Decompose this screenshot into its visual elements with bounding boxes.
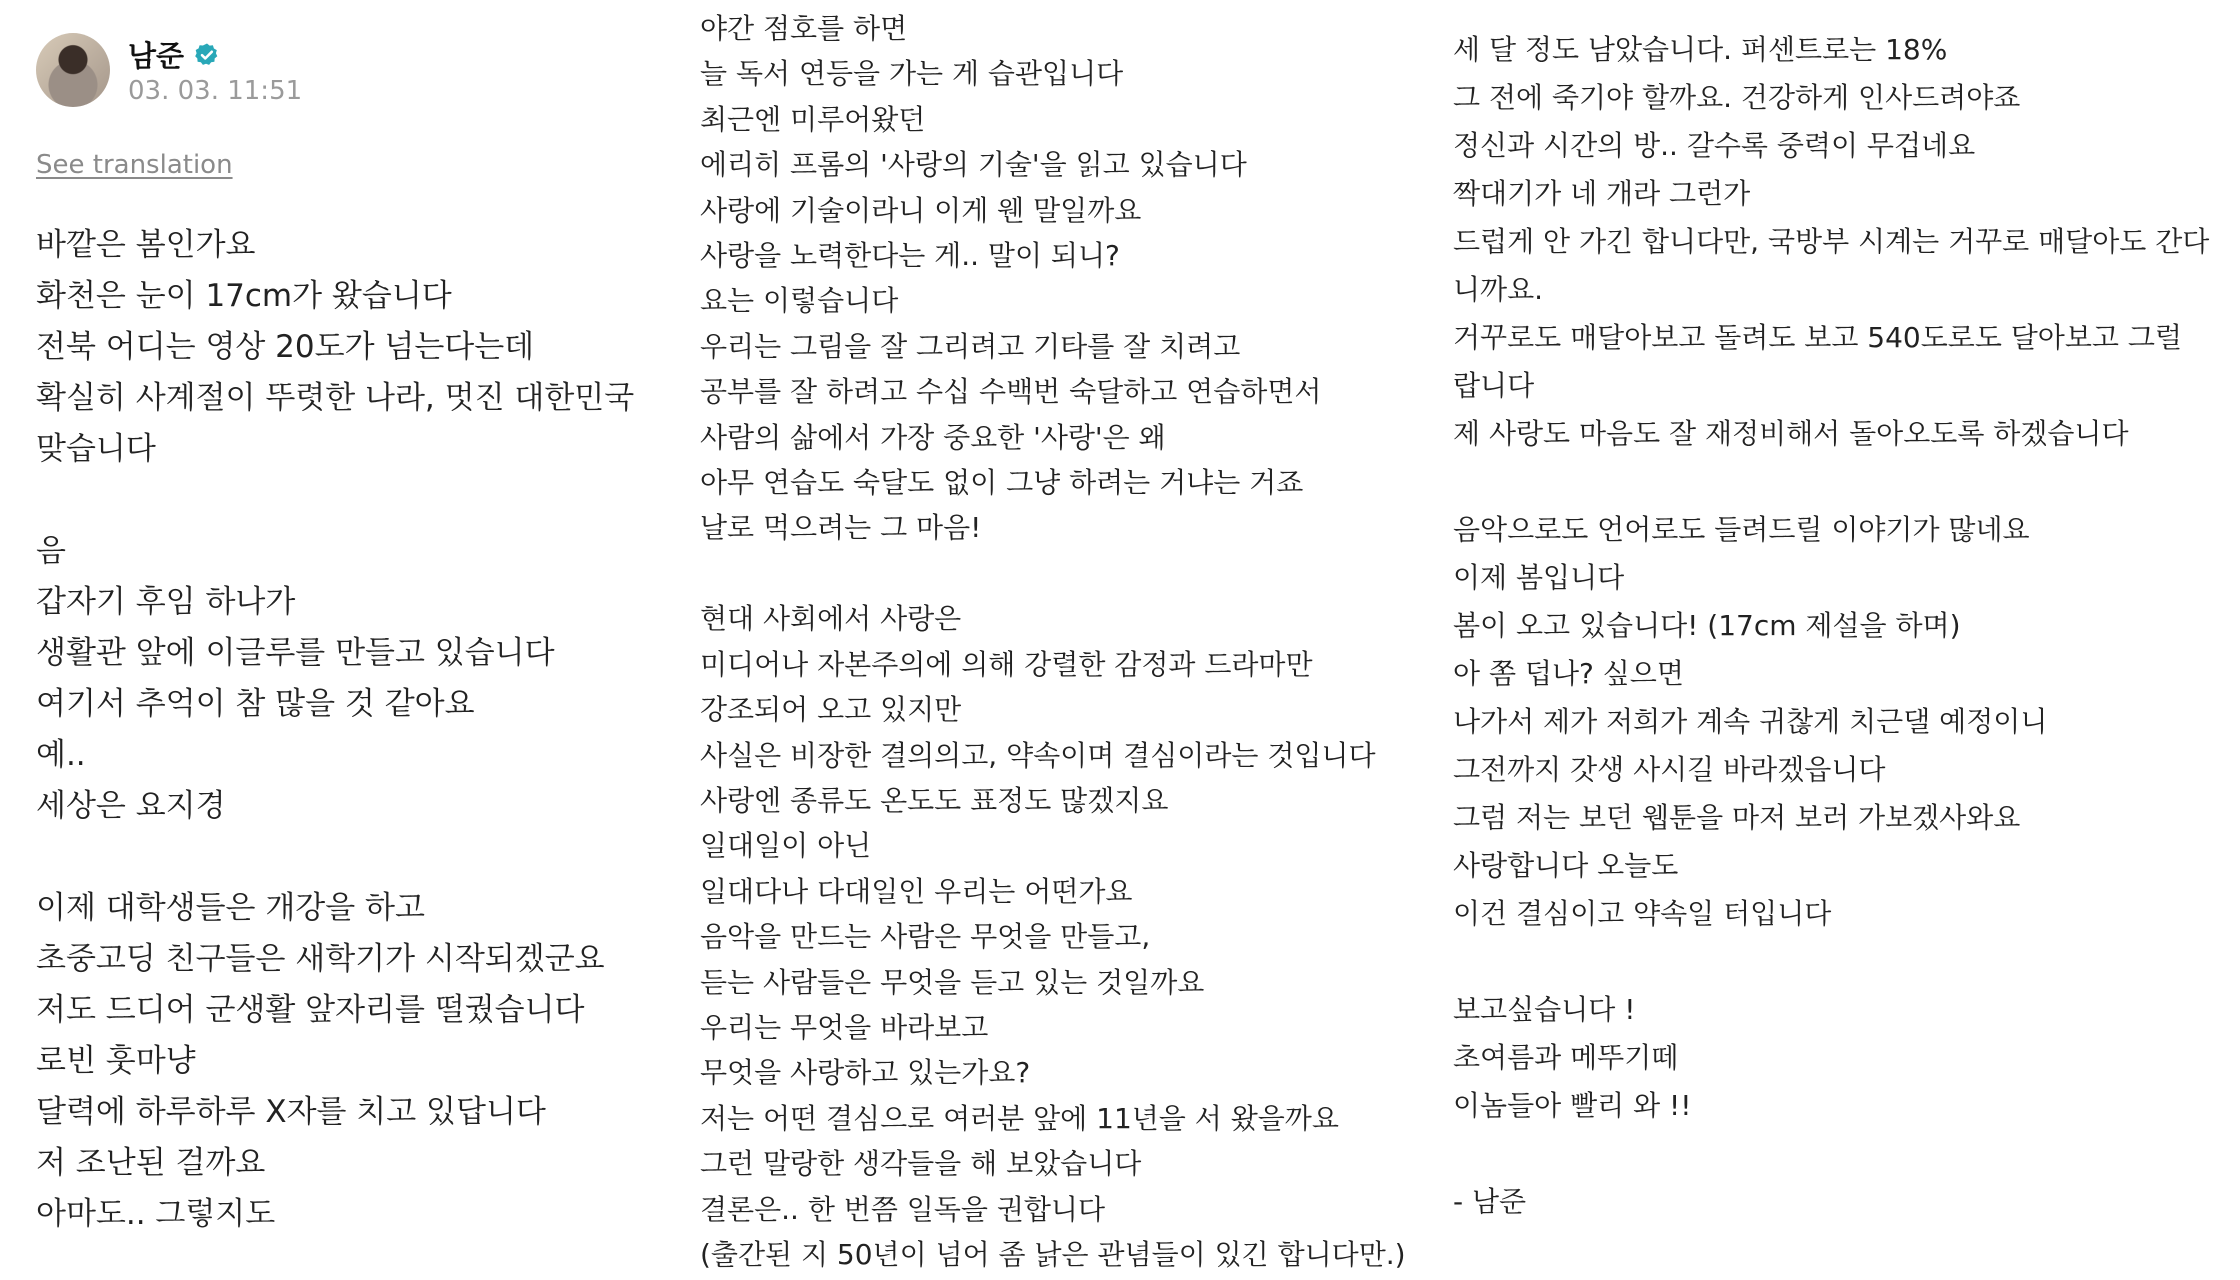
text-line: 예..	[36, 737, 86, 773]
text-line: 요는 이렇습니다	[700, 284, 899, 318]
text-line: 갑자기 후임 하나가	[36, 584, 296, 620]
text-line: 화천은 눈이 17cm가 왔습니다	[36, 278, 452, 314]
text-line: 제 사랑도 마음도 잘 재정비해서 돌아오도록 하겠습니다	[1453, 417, 2129, 450]
post-body-column-1	[36, 220, 634, 1240]
text-line: 아 쫌 덥나? 싶으면	[1453, 657, 1684, 690]
verified-badge-icon	[194, 42, 220, 68]
text-line: 봄이 오고 있습니다! (17cm 제설을 하며)	[1453, 609, 1961, 642]
text-line: 거꾸로도 매달아보고 돌려도 보고 540도로도 달아보고 그럴	[1453, 321, 2182, 354]
text-line: 야간 점호를 하면	[700, 12, 908, 45]
text-line: 결론은.. 한 번쯤 일독을 권합니다	[700, 1192, 1106, 1226]
text-line: 여기서 추억이 참 많을 것 같아요	[36, 686, 475, 722]
text-line: 음악으로도 언어로도 들려드릴 이야기가 많네요	[1453, 513, 2030, 546]
text-line: 드럽게 안 가긴 합니다만, 국방부 시계는 거꾸로 매달아도 간다	[1453, 225, 2210, 258]
text-line: 음악을 만드는 사람은 무엇을 만들고,	[700, 920, 1151, 954]
text-line: 로빈 훗마냥	[36, 1043, 196, 1079]
text-line: 그런 말랑한 생각들을 해 보았습니다	[700, 1147, 1142, 1181]
post-body-column-3	[1453, 26, 2209, 1226]
author-row	[128, 34, 220, 75]
text-line: 그 전에 죽기야 할까요. 건강하게 인사드려야죠	[1453, 81, 2021, 114]
text-line: 우리는 무엇을 바라보고	[700, 1010, 989, 1044]
text-line: 듣는 사람들은 무엇을 듣고 있는 것일까요	[700, 965, 1205, 999]
post-body-column-2	[700, 6, 1406, 1277]
text-line: 달력에 하루하루 X자를 치고 있답니다	[36, 1094, 546, 1130]
text-line: 생활관 앞에 이글루를 만들고 있습니다	[36, 635, 555, 671]
text-line: - 남준	[1453, 1185, 1527, 1218]
text-line: 전북 어디는 영상 20도가 넘는다는데	[36, 329, 535, 365]
text-line: 아마도.. 그렇지도	[36, 1196, 276, 1232]
text-line: 일대일이 아닌	[700, 829, 872, 863]
text-line: 늘 독서 연등을 가는 게 습관입니다	[700, 57, 1124, 91]
text-line: 현대 사회에서 사랑은	[700, 602, 962, 636]
text-line: 정신과 시간의 방.. 갈수록 중력이 무겁네요	[1453, 129, 1976, 162]
text-line: 이건 결심이고 약속일 터입니다	[1453, 897, 1832, 930]
text-line: 사실은 비장한 결의의고, 약속이며 결심이라는 것입니다	[700, 738, 1376, 772]
text-line: 사랑합니다 오늘도	[1453, 849, 1679, 882]
text-line: 보고싶습니다 !	[1453, 993, 1636, 1026]
text-line: 사람의 삶에서 가장 중요한 '사랑'은 왜	[700, 420, 1166, 454]
text-line: 초여름과 메뚜기떼	[1453, 1041, 1679, 1074]
text-line: 그전까지 갓생 사시길 바라겠읍니다	[1453, 753, 1886, 786]
text-line: 일대다나 다대일인 우리는 어떤가요	[700, 874, 1133, 908]
text-line: 저 조난된 걸까요	[36, 1145, 266, 1181]
text-line: 저는 어떤 결심으로 여러분 앞에 11년을 서 왔을까요	[700, 1101, 1339, 1135]
see-translation-link[interactable]: See translation	[36, 150, 233, 180]
text-line: 저도 드디어 군생활 앞자리를 떨궜습니다	[36, 992, 585, 1028]
text-line: 바깥은 봄인가요	[36, 227, 256, 263]
text-line: 에리히 프롬의 '사랑의 기술'을 읽고 있습니다	[700, 148, 1247, 182]
text-line: 사랑을 노력한다는 게.. 말이 되니?	[700, 239, 1120, 273]
avatar[interactable]	[36, 33, 110, 107]
text-line: 나가서 제가 저희가 계속 귀찮게 치근댈 예정이니	[1453, 705, 2048, 738]
text-line: 사랑엔 종류도 온도도 표정도 많겠지요	[700, 783, 1169, 817]
text-line: 니까요.	[1453, 273, 1544, 306]
post-header	[36, 0, 676, 140]
text-line: 공부를 잘 하려고 수십 수백번 숙달하고 연습하면서	[700, 375, 1322, 409]
text-line: 세상은 요지경	[36, 788, 226, 824]
text-line: 무엇을 사랑하고 있는가요?	[700, 1056, 1031, 1090]
text-line: 그럼 저는 보던 웹툰을 마저 보러 가보겠사와요	[1453, 801, 2021, 834]
text-line: 아무 연습도 숙달도 없이 그냥 하려는 거냐는 거죠	[700, 466, 1304, 500]
text-line: 이놈들아 빨리 와 !!	[1453, 1089, 1692, 1122]
post-column-1	[36, 0, 676, 1232]
text-line: (출간된 지 50년이 넘어 좀 낡은 관념들이 있긴 합니다만.)	[700, 1237, 1406, 1271]
text-line: 미디어나 자본주의에 의해 강렬한 감정과 드라마만	[700, 647, 1313, 681]
text-line: 세 달 정도 남았습니다. 퍼센트로는 18%	[1453, 33, 1948, 66]
text-line: 날로 먹으려는 그 마음!	[700, 511, 982, 545]
text-line: 우리는 그림을 잘 그리려고 기타를 잘 치려고	[700, 329, 1241, 363]
text-line: 초중고딩 친구들은 새학기가 시작되겠군요	[36, 941, 605, 977]
text-line: 랍니다	[1453, 369, 1535, 402]
text-line: 강조되어 오고 있지만	[700, 693, 962, 727]
text-line: 이제 대학생들은 개강을 하고	[36, 890, 425, 926]
text-line: 짝대기가 네 개라 그런가	[1453, 177, 1751, 210]
text-line: 최근엔 미루어왔던	[700, 102, 926, 136]
text-line: 사랑에 기술이라니 이게 웬 말일까요	[700, 193, 1142, 227]
post-timestamp: 03. 03. 11:51	[128, 76, 303, 106]
author-name[interactable]: 남준	[128, 39, 185, 73]
text-line: 음	[36, 533, 66, 569]
text-line: 확실히 사계절이 뚜렷한 나라, 멋진 대한민국	[36, 380, 635, 416]
text-line: 맞습니다	[36, 431, 156, 467]
text-line: 이제 봄입니다	[1453, 561, 1625, 594]
